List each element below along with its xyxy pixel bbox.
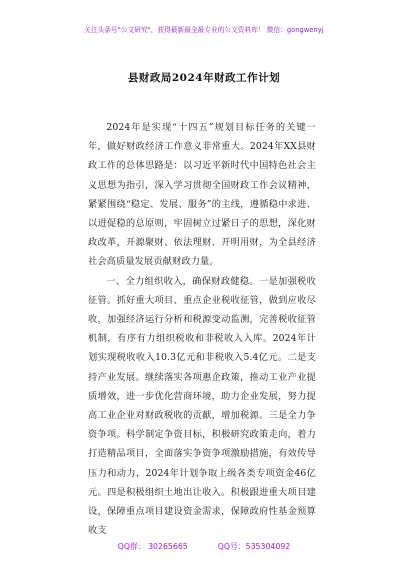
footer-contacts: [0, 541, 408, 552]
document-body: [88, 118, 316, 540]
promo-banner: 关注头条号"公文研究"，获得最新最全最专业的公文资料库！ 微信：gongwenyj: [84, 26, 324, 34]
paragraph-section-one: 一、全力组织收入，确保财政健稳。一是加强税收征管。抓好重大项目、重点企业税收征管，做到应收尽收，加强经济运行分析和税源变动监测，完善税收征管机制，有序有力组织税收和非税收入入库。2024年计划实现税收收入10.3亿元和非税收入5.4亿元。二是支持产业发展。继续落实各项惠企政策，推动工业产业提质增效，进一步优化营商环境，助力企业发展，努力提高工业企业对财政税收的贡献，增加税源。三是全力争资争项。科学制定争资目标，积极研究政策走向，着力打造精品项目，全面落实争资争项激励措施，有效传导压力和动力，2024年计划争取上级各类专项资金46亿元。四是积极组织土地出让收入。积极跟进重大项目建设，保障重点项目建设资金需求，保障政府性基金预算收支: [88, 275, 316, 537]
document-title: 县财政局2024年财政工作计划: [127, 72, 281, 84]
paragraph-intro: 2024年是实现“十四五”规划目标任务的关键一年，做好财政经济工作意义非常重大。2024年XX县财政工作的总体思路是：以习近平新时代中国特色社会主义思想为指引，深入学习贯彻全国财政工作会议精神，紧紧围绕“稳定、发展、服务”的主线，遵循稳中求进、以进促稳的总原则，牢固树立过紧日子的思想，深化财政改革，开源聚财、依法理财、开明用财，为全县经济社会高质量发展贡献财政力量。: [88, 122, 316, 268]
qq-number: QQ号：535304092: [217, 542, 291, 551]
qq-group: QQ群： 30265665: [117, 542, 188, 551]
